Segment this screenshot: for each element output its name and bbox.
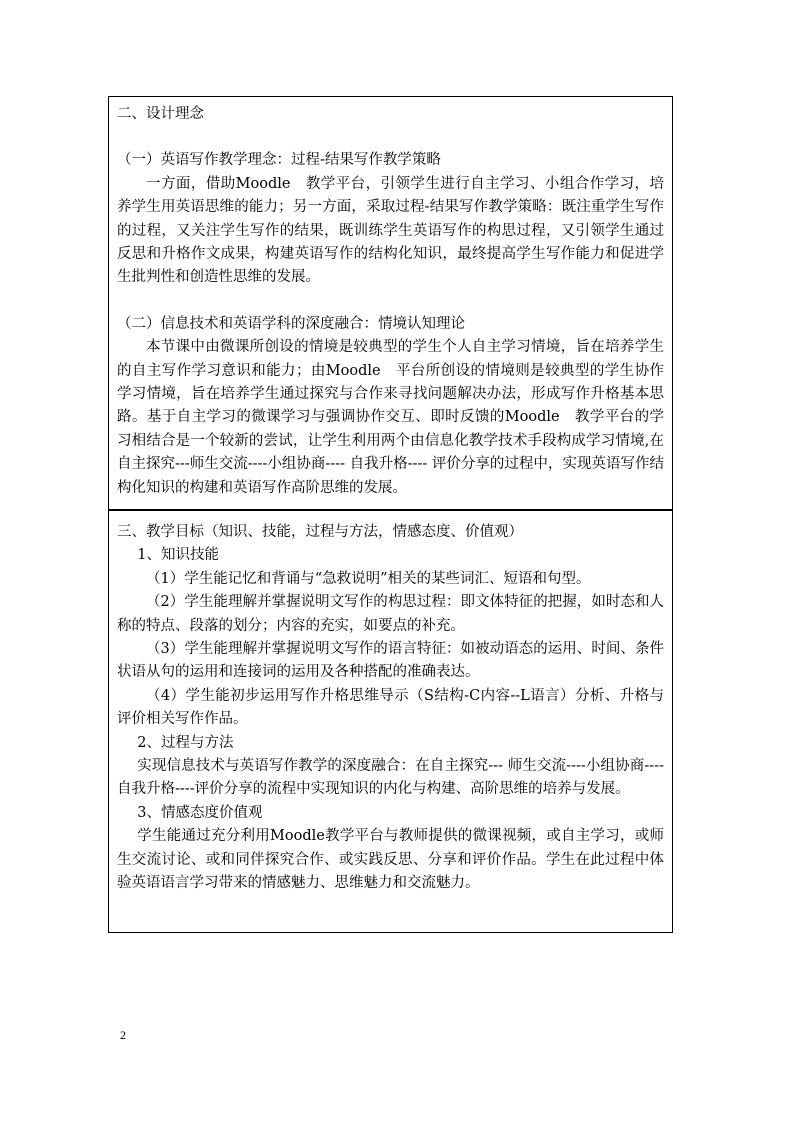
objective-item: （2）学生能理解并掌握说明文写作的构思过程：即文体特征的把握，如时态和人称的特点、段落的划分；内容的充实，如要点的补充。 [117,594,664,634]
paragraph: 学生能通过充分利用Moodle教学平台与教师提供的微课视频，或自主学习，或师生交流讨论、或和同伴探究合作、或实践反思、分享和评价作品。学生在此过程中体验英语语言学习带来的情感魅力、思维魅力和交流魅力。 [117,828,664,892]
objective-heading: 1、知识技能 [137,547,220,564]
subsection-title: （一）英语写作教学理念：过程-结果写作教学策略 [117,152,441,169]
page-number: 2 [120,1028,126,1042]
paragraph: 本节课中由微课所创设的情境是较典型的学生个人自主学习情境，旨在培养学生的自主写作学习意识和能力；由Moodle 平台所创设的情境则是较典型的学生协作学习情境，旨在培养学生通过探究与合作来寻找问题解决办法，形成写作升格基本思路。基于自主学习的微课学习与强调协作交互、即时反馈的Moodle 教学平台的学习相结合是一个较新的尝试，让学生利用两个由信息化教学技术手段构成学习情境,在自主探究---师生交流----小组协商---- 自我升格---- 评价分享的过程中，实现英语写作结构化知识的构建和英语写作高阶思维的发展。 [117,339,664,496]
section-title: 二、设计理念 [117,106,204,122]
objective-item: （3）学生能理解并掌握说明文写作的语言特征：如被动语态的运用、时间、条件状语从句的运用和连接词的运用及各种搭配的准确表达。 [117,641,664,681]
objective-heading: 2、过程与方法 [137,734,234,751]
paragraph: 一方面，借助Moodle 教学平台，引领学生进行自主学习、小组合作学习，培养学生用英语思维的能力；另一方面，采取过程-结果写作教学策略：既注重学生写作的过程，又关注学生写作的结果，既训练学生英语写作的构思过程，又引领学生通过反思和升格作文成果，构建英语写作的结构化知识，最终提高学生写作能力和促进学生批判性和创造性思维的发展。 [117,175,664,286]
section-title: 三、教学目标（知识、技能，过程与方法，情感态度、价值观） [117,524,523,540]
teaching-objectives-cell [108,510,673,933]
objective-item: （1）学生能记忆和背诵与“急救说明”相关的某些词汇、短语和句型。 [146,570,591,587]
paragraph: 实现信息技术与英语写作教学的深度融合：在自主探究--- 师生交流----小组协商---- 自我升格----评价分享的流程中实现知识的内化与构建、高阶思维的培养与发展。 [117,758,664,798]
objective-item: （4）学生能初步运用写作升格思维导示（S结构-C内容--L语言）分析、升格与评价相关写作作品。 [117,687,664,728]
subsection-title: （二）信息技术和英语学科的深度融合：情境认知理论 [117,315,465,332]
objective-heading: 3、情感态度价值观 [137,804,263,821]
design-concept-cell [108,96,673,510]
